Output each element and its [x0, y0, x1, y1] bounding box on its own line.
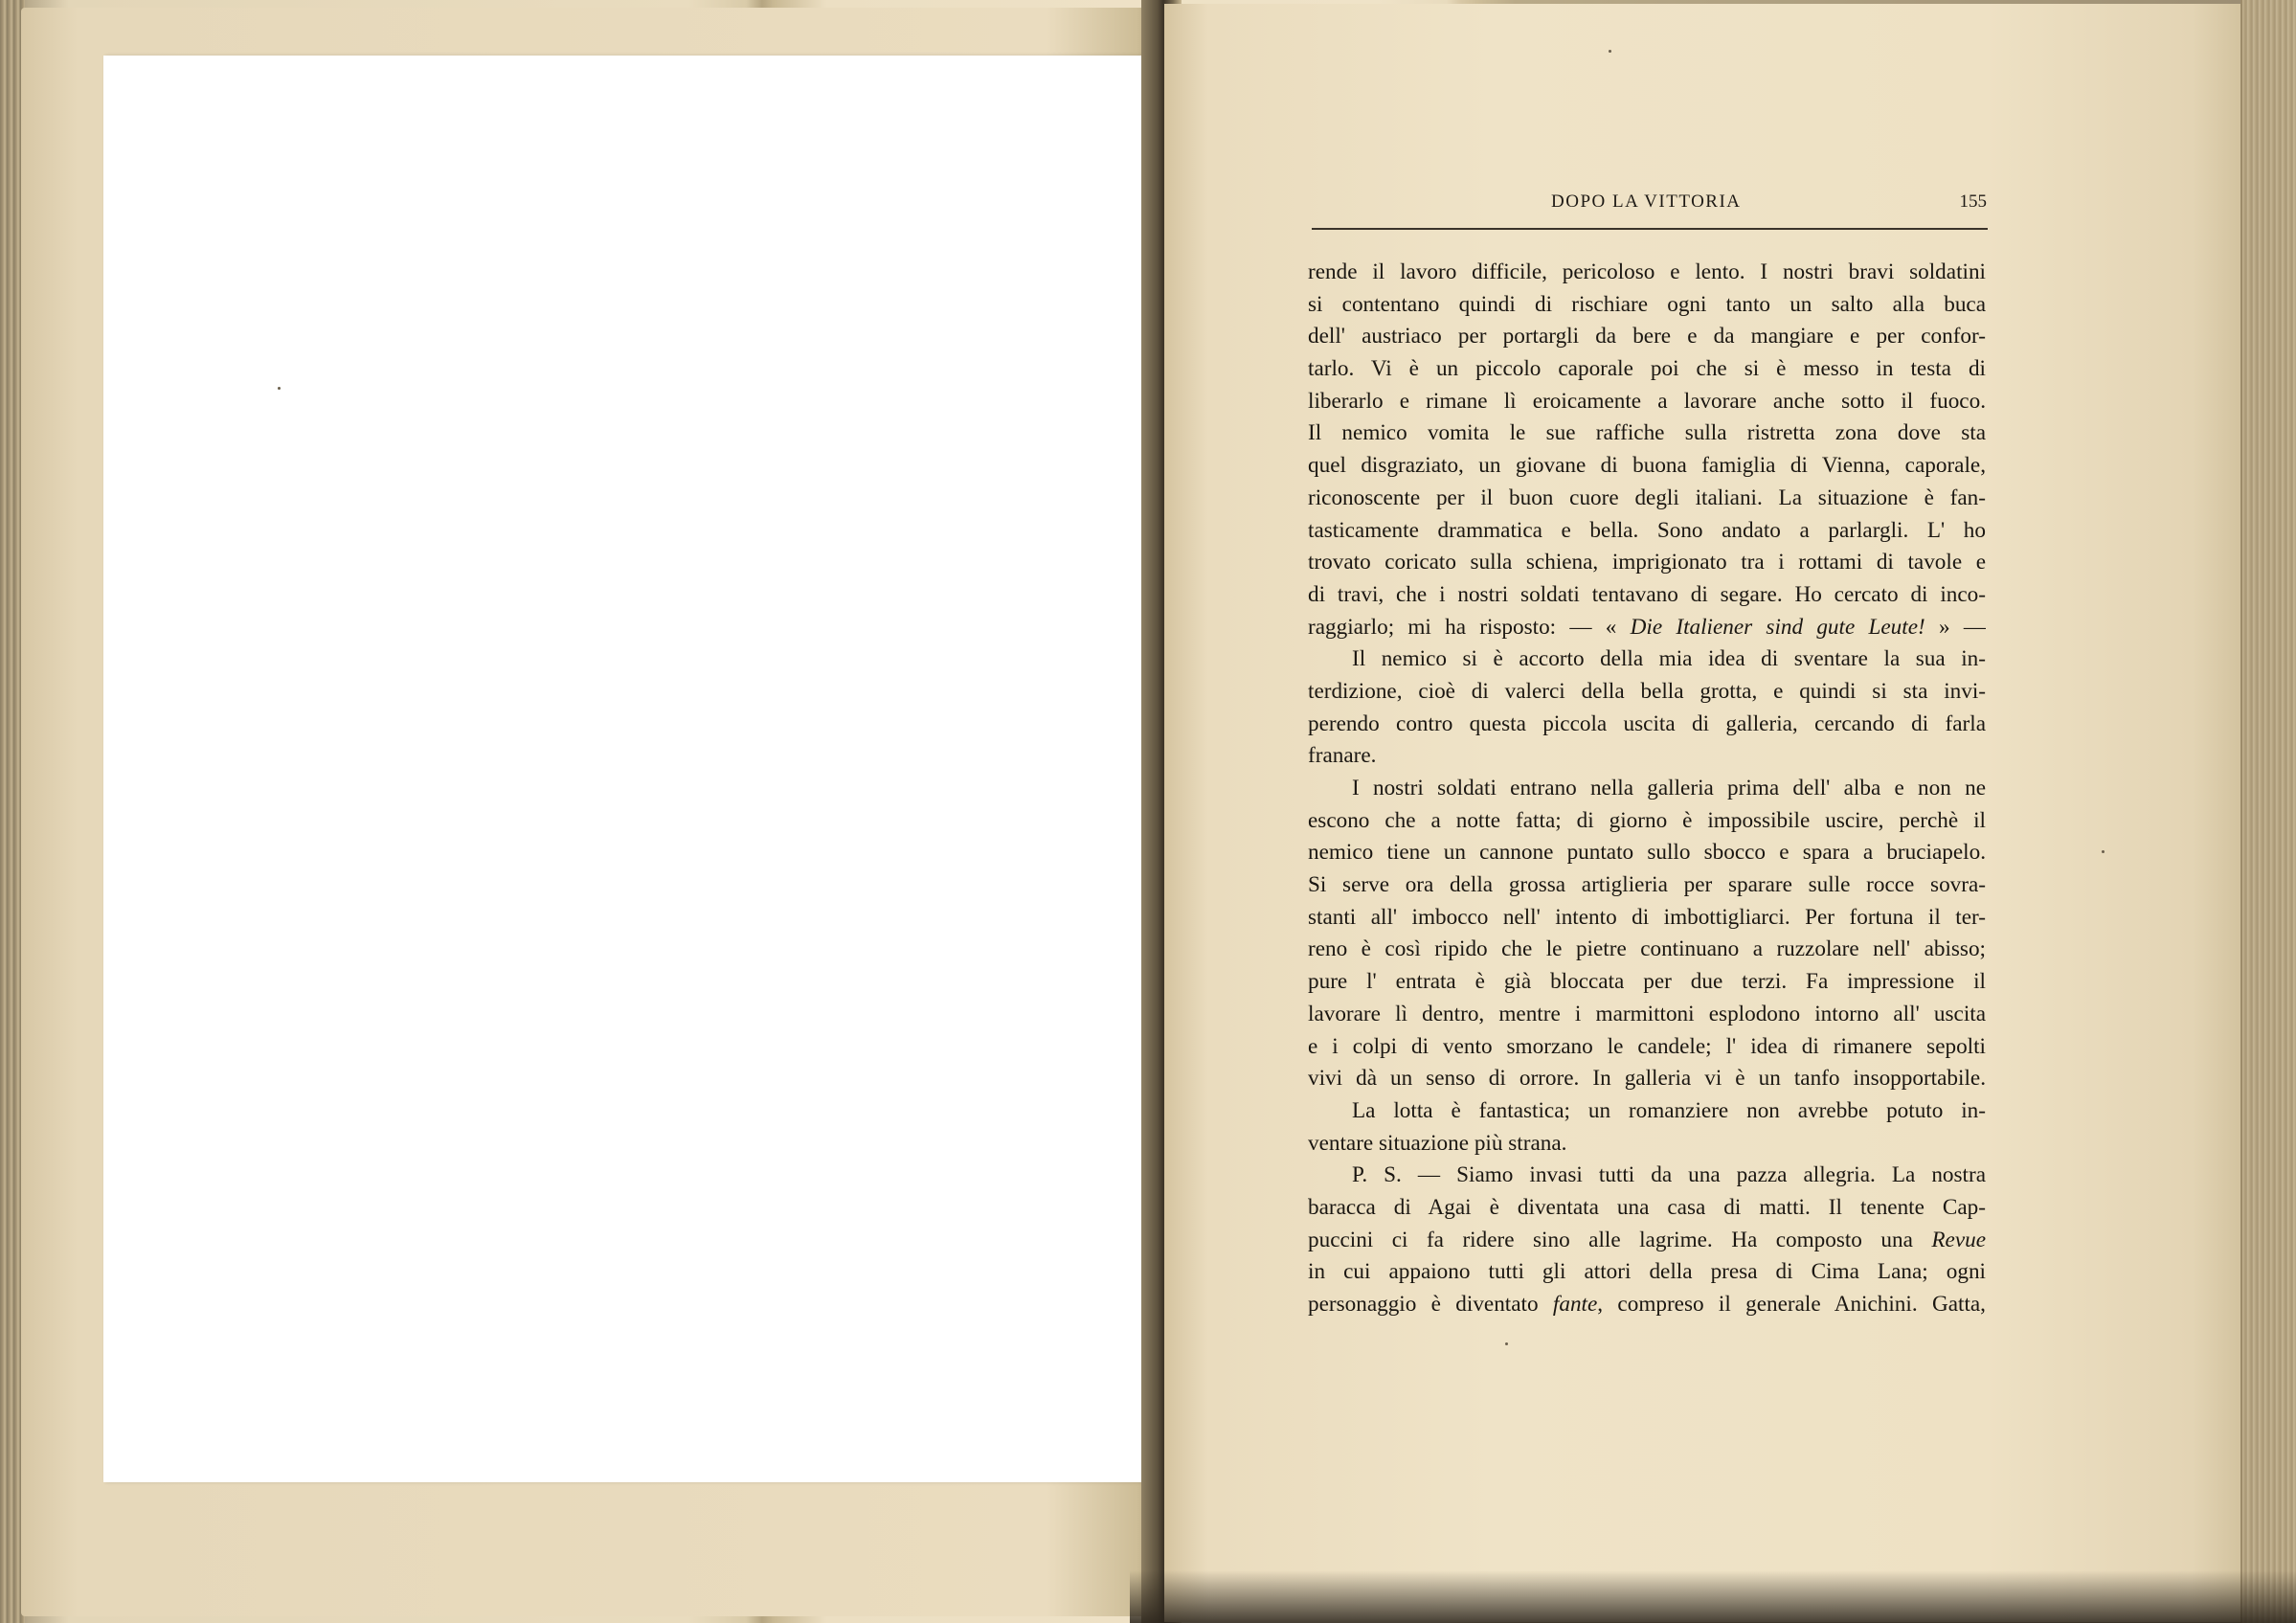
text-segment: , compreso il generale Anichini. Gatta, — [1597, 1292, 1986, 1317]
italic-text-segment: fante — [1552, 1292, 1598, 1317]
page-number: 155 — [1959, 192, 1987, 212]
text-line: quel disgraziato, un giovane di buona famiglia di Vienna, caporale, — [1308, 453, 1986, 479]
left-page — [21, 8, 1160, 1616]
text-line: P. S. — Siamo invasi tutti da una pazza allegria. La nostra — [1352, 1162, 1986, 1188]
text-segment: raggiarlo; mi ha risposto: — « — [1308, 614, 1631, 640]
text-segment: personaggio è diventato — [1308, 1292, 1553, 1317]
text-line: Il nemico vomita le sue raffiche sulla ristretta zona dove sta — [1308, 420, 1986, 446]
text-segment: » — — [1925, 614, 1986, 640]
dust-speck — [1505, 1342, 1508, 1345]
text-line: stanti all' imbocco nell' intento di imbottigliarci. Per fortuna il ter- — [1308, 904, 1986, 930]
text-line: ventare situazione più strana. — [1308, 1130, 1567, 1156]
dust-speck — [2102, 850, 2105, 853]
text-line: pure l' entrata è già bloccata per due terzi. Fa impressione il — [1308, 969, 1986, 995]
text-line: tasticamente drammatica e bella. Sono andato a parlargli. L' ho — [1308, 517, 1986, 543]
text-line: reno è così ripido che le pietre continuano a ruzzolare nell' abisso; — [1308, 936, 1986, 962]
text-line — [1308, 612, 1986, 644]
italic-text-segment: Die Italiener sind gute Leute! — [1630, 614, 1925, 640]
text-line: si contentano quindi di rischiare ogni tanto un salto alla buca — [1308, 291, 1986, 317]
text-line — [1308, 1289, 1986, 1321]
text-line: trovato coricato sulla schiena, imprigionato tra i rottami di tavole e — [1308, 550, 1986, 575]
text-line: di travi, che i nostri soldati tentavano di segare. Ho cercato di inco- — [1308, 581, 1986, 607]
text-line: franare. — [1308, 743, 1377, 769]
text-line: riconoscente per il buon cuore degli italiani. La situazione è fan- — [1308, 485, 1986, 510]
text-line: rende il lavoro difficile, pericoloso e lento. I nostri bravi soldatini — [1308, 259, 1986, 284]
text-line: Si serve ora della grossa artiglieria per sparare sulle rocce sovra- — [1308, 872, 1986, 898]
text-line: perendo contro questa piccola uscita di galleria, cercando di farla — [1308, 710, 1986, 736]
text-segment: puccini ci fa ridere sino alle lagrime. Ha composto una — [1308, 1227, 1932, 1252]
text-line: in cui appaiono tutti gli attori della presa di Cima Lana; ogni — [1308, 1259, 1986, 1285]
text-line: Il nemico si è accorto della mia idea di sventare la sua in- — [1352, 646, 1986, 672]
text-line: La lotta è fantastica; un romanziere non avrebbe potuto in- — [1352, 1097, 1986, 1123]
text-line: dell' austriaco per portargli da bere e da mangiare e per confor- — [1308, 324, 1986, 349]
right-page-edges — [2240, 0, 2296, 1623]
text-line: I nostri soldati entrano nella galleria prima dell' alba e non ne — [1352, 776, 1986, 800]
body-text — [1308, 257, 1986, 1321]
header-rule — [1312, 228, 1988, 230]
text-line — [1308, 1225, 1986, 1257]
running-head — [1307, 188, 1987, 220]
text-line: e i colpi di vento smorzano le candele; l' idea di rimanere sepolti — [1308, 1033, 1986, 1059]
bottom-shadow — [1130, 1570, 2296, 1623]
blank-inserted-sheet — [103, 56, 1164, 1482]
italic-text-segment: Revue — [1931, 1227, 1986, 1252]
text-line: nemico tiene un cannone puntato sullo sbocco e spara a bruciapelo. — [1308, 840, 1986, 866]
dust-speck — [278, 387, 281, 390]
text-line: terdizione, cioè di valerci della bella grotta, e quindi si sta invi- — [1308, 678, 1986, 704]
text-line: escono che a notte fatta; di giorno è impossibile uscire, perchè il — [1308, 807, 1986, 833]
text-line: vivi dà un senso di orrore. In galleria vi è un tanfo insopportabile. — [1308, 1066, 1986, 1092]
text-line: liberarlo e rimane lì eroicamente a lavorare anche sotto il fuoco. — [1308, 388, 1986, 414]
dust-speck — [1609, 50, 1611, 53]
text-line: baracca di Agai è diventata una casa di matti. Il tenente Cap- — [1308, 1194, 1986, 1220]
running-title: DOPO LA VITTORIA — [1551, 192, 1742, 212]
text-line: lavorare lì dentro, mentre i marmittoni esplodono intorno all' uscita — [1308, 1001, 1986, 1026]
text-line: tarlo. Vi è un piccolo caporale poi che si è messo in testa di — [1308, 356, 1986, 382]
